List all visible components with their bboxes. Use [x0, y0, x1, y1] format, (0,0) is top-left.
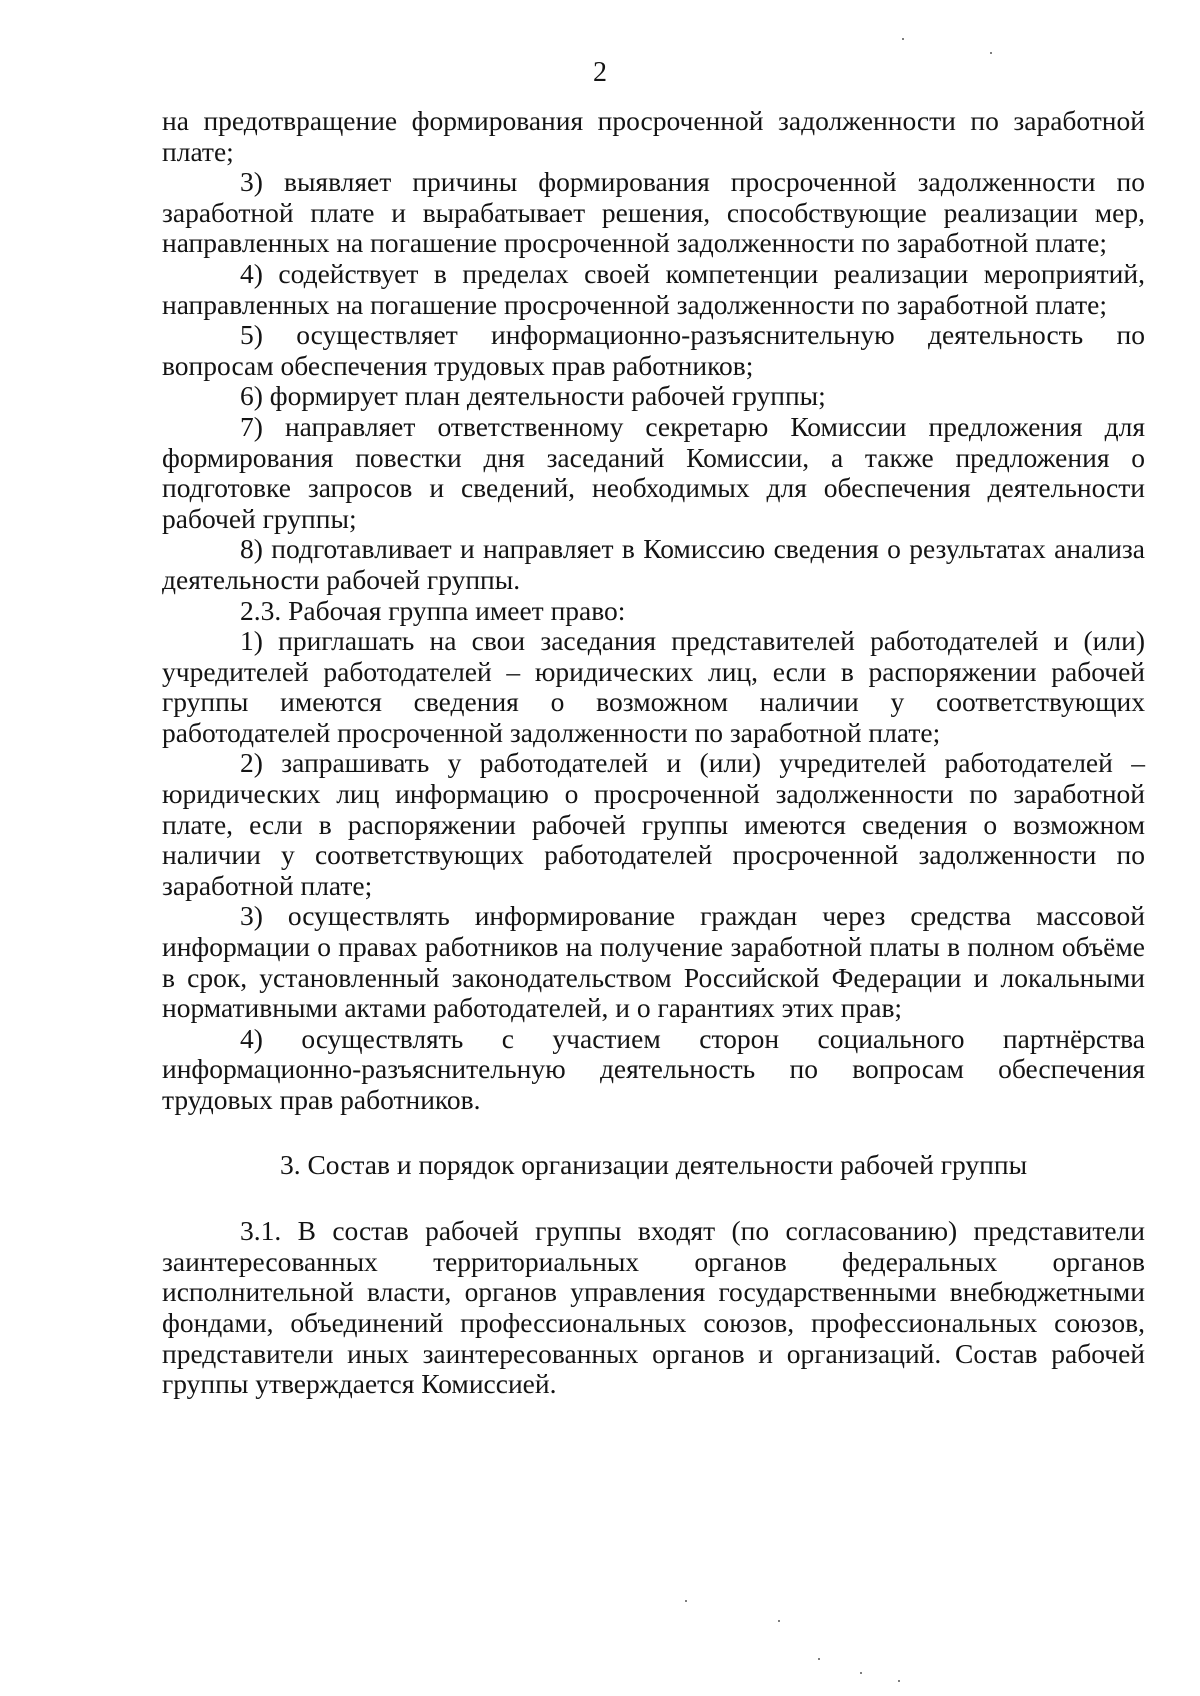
- clause-heading: 2.3. Рабочая группа имеет право:: [240, 594, 626, 626]
- paragraph: на предотвращение формирования просроченной задолженности по заработной плате;: [162, 105, 1145, 167]
- list-item: 8) подготавливает и направляет в Комиссию сведения о результатах анализа деятельности рабочей группы.: [162, 533, 1145, 595]
- list-item: 4) осуществлять с участием сторон социального партнёрства информационно-разъяснительную деятельность по вопросам обеспечения трудовых прав работников.: [162, 1022, 1145, 1115]
- list-item: 3) осуществлять информирование граждан через средства массовой информации о правах работников на получение заработной платы в полном объёме в срок, установленный законодательством Российской Федерации и локальными нормативными актами работодателей, и о гарантиях этих прав;: [162, 900, 1145, 1024]
- scan-speck: [898, 1680, 900, 1682]
- paragraph: 3.1. В состав рабочей группы входят (по согласованию) представители заинтересованных территориальных органов федеральных органов исполнительной власти, органов управления государственными внебюджетными фондами, объединений профессиональных союзов, профессиональных союзов, представители иных заинтересованных органов и организаций. Состав рабочей группы утверждается Комиссией.: [162, 1215, 1145, 1400]
- list-item: 6) формирует план деятельности рабочей группы;: [240, 380, 826, 412]
- list-item: 3) выявляет причины формирования просроченной задолженности по заработной плате и вырабатывает решения, способствующие реализации мер, направленных на погашение просроченной задолженности по заработной плате;: [162, 166, 1145, 259]
- list-item: 4) содействует в пределах своей компетенции реализации мероприятий, направленных на погашение просроченной задолженности по заработной плате;: [162, 257, 1145, 320]
- scan-speck: [860, 1672, 862, 1674]
- scan-speck: [778, 1620, 780, 1622]
- document-body: [162, 106, 1145, 1400]
- list-item: 7) направляет ответственному секретарю Комиссии предложения для формирования повестки дня заседаний Комиссии, а также предложения о подготовке запросов и сведений, необходимых для обеспечения деятельности рабочей группы;: [162, 410, 1145, 534]
- scan-speck: [902, 38, 904, 40]
- scan-speck: [818, 1658, 820, 1660]
- section-heading: 3. Состав и порядок организации деятельности рабочей группы: [279, 1148, 1028, 1180]
- scan-speck: [990, 52, 992, 54]
- list-item: 5) осуществляет информационно-разъяснительную деятельность по вопросам обеспечения трудовых прав работников;: [162, 319, 1145, 381]
- page-number: 2: [593, 57, 607, 88]
- list-item: 1) приглашать на свои заседания представителей работодателей и (или) учредителей работодателей – юридических лиц, если в распоряжении рабочей группы имеются сведения о возможном наличии у соответствующих работодателей просроченной задолженности по заработной плате;: [162, 625, 1145, 748]
- list-item: 2) запрашивать у работодателей и (или) учредителей работодателей – юридических лиц информацию о просроченной задолженности по заработной плате, если в распоряжении рабочей группы имеются сведения о возможном наличии у соответствующих работодателей просроченной задолженности по заработной плате;: [162, 747, 1145, 901]
- scan-speck: [685, 1600, 687, 1602]
